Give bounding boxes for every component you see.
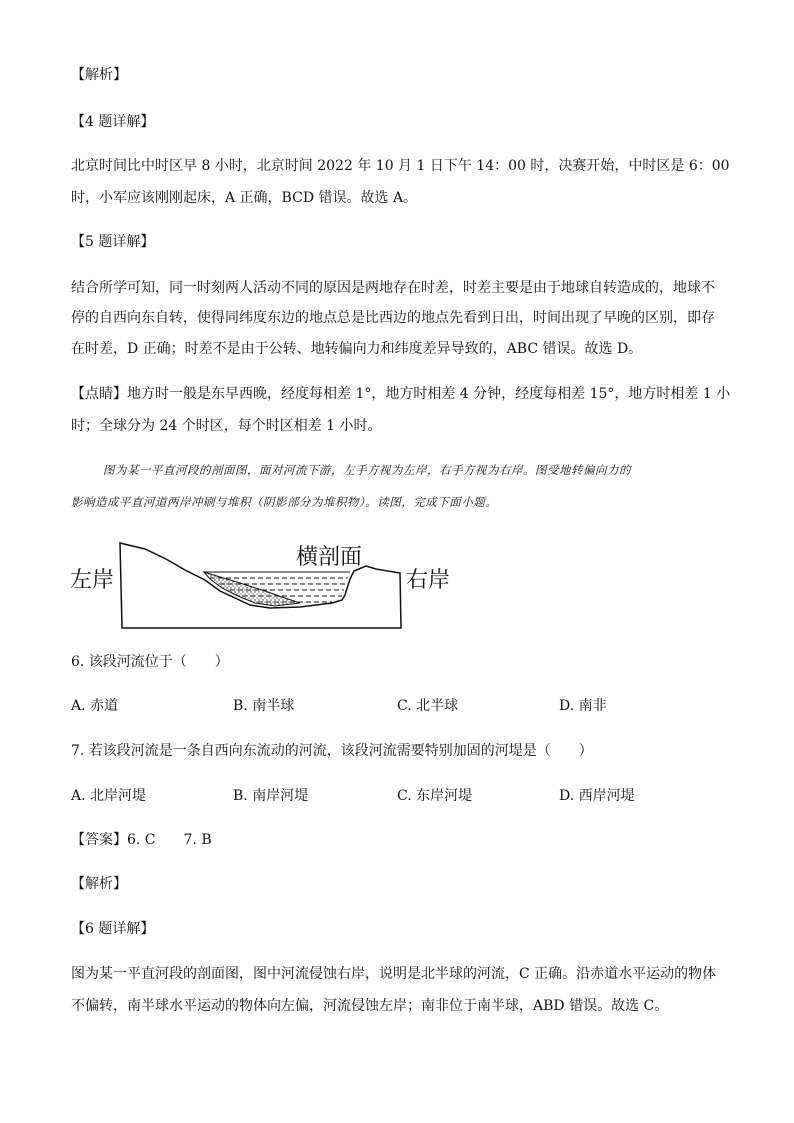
- q6-stem: 6. 该段河流位于（ ）: [71, 654, 229, 670]
- q6-explanation-line-2: 不偏转，南半球水平运动的物体向左偏，河流侵蚀左岸；南非位于南半球，ABD 错误。故选 C。: [71, 998, 669, 1014]
- section-header-q4-detail: 【4 题详解】: [71, 114, 155, 130]
- tip-line-2: 时；全球分为 24 个时区，每个时区相差 1 小时。: [71, 418, 382, 434]
- q6-option-c[interactable]: C. 北半球: [397, 698, 459, 714]
- right-bank-label: 右岸: [406, 568, 451, 593]
- q6-option-a[interactable]: A. 赤道: [71, 698, 119, 714]
- q6-explanation-line-1: 图为某一平直河段的剖面图，图中河流侵蚀右岸，说明是北半球的河流，C 正确。沿赤道水平运动的物体: [71, 966, 717, 982]
- q5-explanation-line-2: 停的自西向东自转，使得同纬度东边的地点总是比西边的地点先看到日出，时间出现了早晚的区别，即存: [71, 310, 715, 326]
- river-cross-section-figure: [70, 535, 460, 635]
- figure-intro-line-1: 图为某一平直河段的剖面图，面对河流下游，左手方视为左岸，右手方视为右岸。图受地转偏向力的: [103, 463, 631, 477]
- q5-explanation-line-3: 在时差，D 正确；时差不是由于公转、地转偏向力和纬度差异导致的，ABC 错误。故选 D。: [71, 341, 643, 357]
- q7-option-b[interactable]: B. 南岸河堤: [233, 788, 309, 804]
- section-header-jiexi: 【解析】: [71, 67, 127, 83]
- q7-option-d[interactable]: D. 西岸河堤: [559, 788, 635, 804]
- section-header-q5-detail: 【5 题详解】: [71, 234, 155, 250]
- q7-option-a[interactable]: A. 北岸河堤: [71, 788, 147, 804]
- figure-intro-line-2: 影响造成平直河道两岸冲刷与堆积（阴影部分为堆积物）。读图，完成下面小题。: [71, 495, 498, 509]
- q5-explanation-line-1: 结合所学可知，同一时刻两人活动不同的原因是两地存在时差，时差主要是由于地球自转造成的，地球不: [71, 280, 715, 296]
- tip-line-1: 【点睛】地方时一般是东早西晚，经度每相差 1°，地方时相差 4 分钟，经度每相差 15°，地方时相差 1 小: [71, 386, 731, 402]
- answer-line: 【答案】6. C 7. B: [71, 832, 212, 848]
- q6-option-b[interactable]: B. 南半球: [233, 698, 295, 714]
- q4-explanation-line-2: 时，小军应该刚刚起床，A 正确，BCD 错误。故选 A。: [71, 190, 418, 206]
- q6-option-d[interactable]: D. 南非: [559, 698, 607, 714]
- left-bank-label: 左岸: [70, 568, 115, 593]
- section-header-jiexi-2: 【解析】: [71, 876, 127, 892]
- q4-explanation-line-1: 北京时间比中时区早 8 小时，北京时间 2022 年 10 月 1 日下午 14：00 时，决赛开始，中时区是 6：00: [71, 158, 730, 174]
- section-header-q6-detail: 【6 题详解】: [71, 921, 155, 937]
- q7-option-c[interactable]: C. 东岸河堤: [397, 788, 473, 804]
- cross-section-label: 横剖面: [296, 545, 363, 570]
- q7-stem: 7. 若该段河流是一条自西向东流动的河流，该段河流需要特别加固的河堤是（ ）: [71, 743, 593, 759]
